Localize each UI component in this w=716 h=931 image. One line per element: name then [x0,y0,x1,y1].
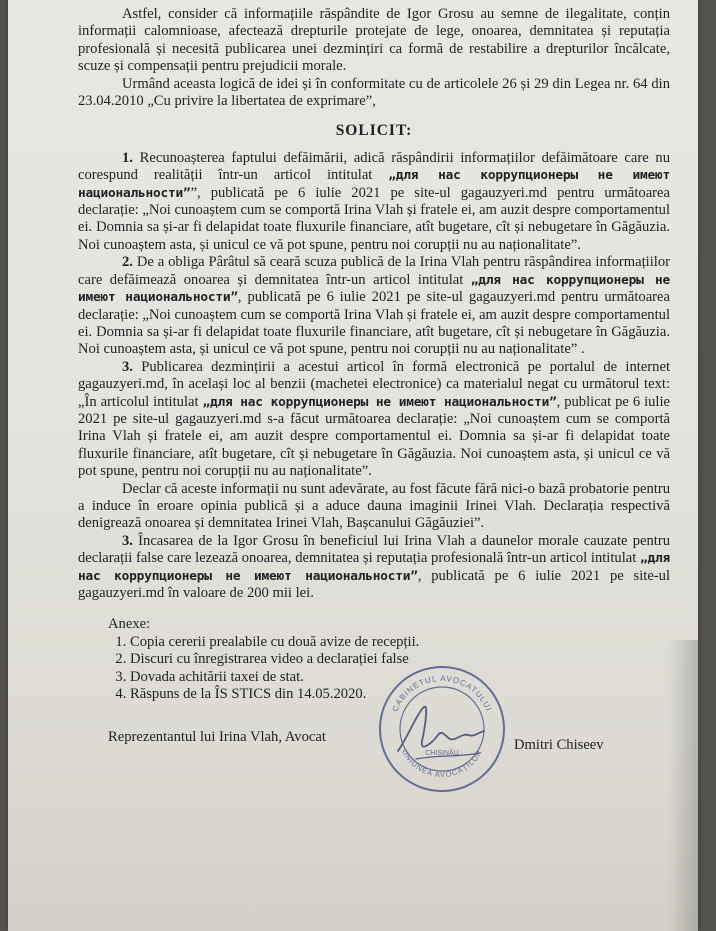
request-1 [78,150,670,254]
request-2 [78,254,670,358]
request-4-text-a: Încasarea de la Igor Grosu în beneficiul lui Irina Vlah a daunelor morale cauzate pentru declarații false care lezează onoarea, demnitatea și reputația profesională într-un articol intitulat [78,532,670,567]
request-2-number: 2. [122,254,133,271]
request-1-number: 1. [122,149,133,166]
document-body [78,6,670,799]
annex-item: 2. Discuri cu înregistrarea video a declarației false [130,651,670,668]
request-3-text-a: Publicarea dezmințirii a acestui articol în formă electronică pe portalul de internet gagauzyeri.md, în același loc al benzii (machetei electronice) ca materialul negat cu următorul text: „În articolul intitulat [78,358,670,410]
document-page [8,0,698,931]
request-3-number: 3. [122,358,133,375]
request-4 [78,533,670,603]
request-1-article-title: „для нас коррупционеры не имеют национальности” [78,168,670,201]
representative-label: Reprezentantul lui Irina Vlah, Avocat [108,729,326,746]
stamp-text-top: CABINETUL AVOCATULUI [390,674,494,714]
request-4-number: 3. [122,532,133,549]
declaration-paragraph: Declar că aceste informații nu sunt adevărate, au fost făcute fără nici-o bază probatorie pentru a induce în eroare opinia publică și a aduce dauna imaginii Irinei Vlah. Declarația respectivă denigrează onoarea și demnitatea Irinei Vlah, Bașcanului Găgăuziei”. [78,480,670,532]
request-3 [78,359,670,481]
request-2-text-b: , publicată pe 6 iulie 2021 pe site-ul gagauzyeri.md pentru următoarea declarație: „Noi cunoaștem cum se comportă Irina Vlah și fratele ei, am auzit despre comportamentul ei. Domnia sa și-ar fi delapidat toate fluxurile financiare, atît bugetare, cît și nebugetare în Găgăuzia. Noi cunoaștem asta, și unicul ce vă pot spune, pentru noi corupții nu au naționalitate” . [78,289,670,358]
handwritten-signature [398,707,484,752]
request-3-article-title: „для нас коррупционеры не имеют национальности” [202,394,557,410]
lawyer-stamp-icon [376,663,508,795]
lawyer-name: Dmitri Chiseev [514,737,604,754]
request-3-text-b: , publicat pe 6 iulie 2021 pe site-ul gagauzyeri.md s-a făcut următoarea declarație: „Noi cunoaștem cum se comportă Irina Vlah și fratele ei, am auzit despre comportamentul ei. Domnia sa și-ar fi delapidat toate fluxurile financiare, atît bugetare, cît și nebugetare în Găgăuzia. Noi cunoaștem asta, și unicul ce vă pot spune, pentru noi corupții nu au naționalitate”. [78,393,671,480]
page-shadow [668,640,698,931]
annex-section [78,616,670,703]
intro-paragraph-2: Urmând aceasta logică de idei și în conformitate cu de articolele 26 și 29 din Legea nr. 64 din 23.04.2010 „Cu privire la libertatea de exprimare”, [78,75,670,110]
request-2-article-title: „для нас коррупционеры не имеют национальности” [78,272,670,306]
stamp-text-mid: CHIȘINĂU [425,750,459,758]
annex-title: Anexe: [108,616,151,633]
request-4-article-title: „для нас коррупционеры не имеют национальности” [78,551,670,584]
request-4-text-b: , publicată pe 6 iulie 2021 pe site-ul gagauzyeri.md în valoare de 200 mii lei. [78,567,671,601]
annex-item: 1. Copia cererii prealabile cu două avize de recepții. [130,634,670,651]
annex-item: 4. Răspuns de la ÎS STICS din 14.05.2020. [130,686,670,703]
request-2-text-a: De a obliga Pârâtul să ceară scuza publică de la Irina Vlah pentru răspândirea informațiilor care defăimează onoarea și demnitatea într-un articol intitulat [78,254,671,288]
annex-item: 3. Dovada achitării taxei de stat. [130,669,670,686]
request-1-text-b: ”, publicată pe 6 iulie 2021 pe site-ul gagauzyeri.md pentru următoarea declarație: „Noi cunoaștem cum se comportă Irina Vlah și fratele ei, am auzit despre comportamentul ei. Domnia sa și-ar fi delapidat toate fluxurile financiare, atît bugetare, cît și nebugetare în Găgăuzia. Noi cunoaștem asta, și unicul ce vă pot spune, pentru noi corupții nu au naționalitate”. [78,184,670,253]
stamp-text-bottom: UNIUNEA AVOCAȚILOR [399,748,485,780]
solicit-heading: SOLICIT: [335,122,413,140]
intro-paragraph-1: Astfel, consider că informațiile răspândite de Igor Grosu au semne de ilegalitate, conțin informații calomnioase, afectează drepturile protejate de lege, onoarea, demnitatea și reputația profesională și necesită publicarea unei dezmințiri ca formă de restabilire a drepturilor încălcate, scuze și compensații pentru prejudicii morale. [78,6,670,75]
request-1-text-a: Recunoașterea faptului defăimării, adică răspândirii informațiilor defăimătoare care nu corespund realității într-un articol intitulat [78,149,670,184]
